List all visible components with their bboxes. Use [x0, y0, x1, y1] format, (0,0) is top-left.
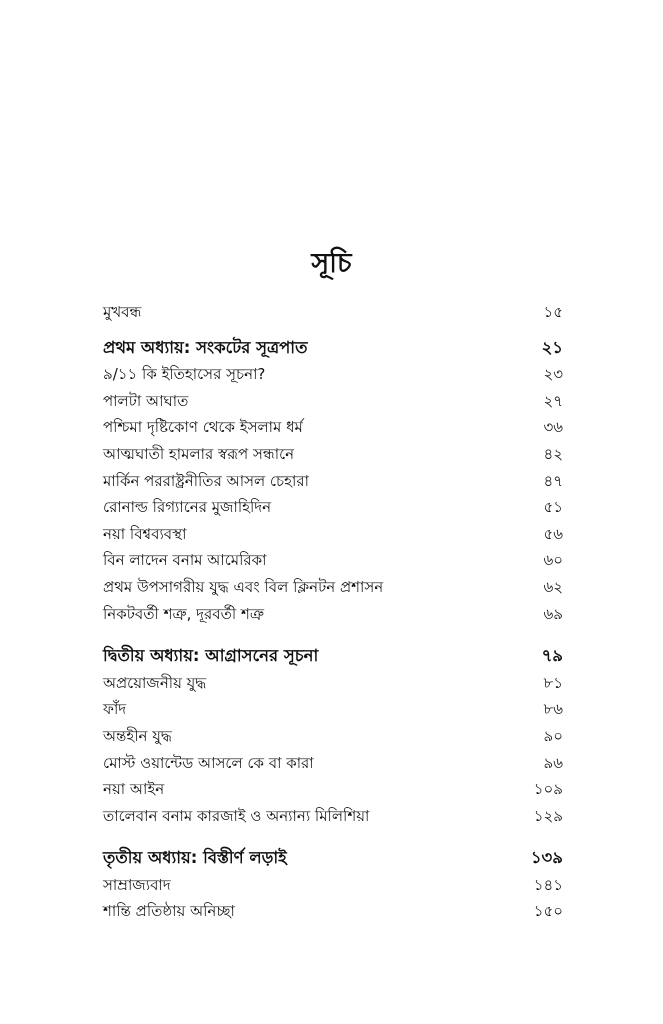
- entry-label: পালটা আঘাত: [103, 391, 189, 410]
- entry-page-number: ৯০: [543, 726, 563, 745]
- entry-label: বিন লাদেন বনাম আমেরিকা: [103, 551, 267, 570]
- toc-entry[interactable]: [103, 750, 563, 777]
- table-of-contents: [103, 299, 563, 925]
- toc-entry[interactable]: [103, 696, 563, 723]
- toc-entry[interactable]: [103, 388, 563, 415]
- toc-entry[interactable]: [103, 776, 563, 803]
- toc-entry[interactable]: [103, 547, 563, 574]
- entry-page-number: ১৪১: [533, 875, 563, 894]
- entry-page-number: ১২৯: [533, 806, 563, 825]
- entry-label: মুখবন্ধ: [103, 303, 142, 321]
- toc-entry[interactable]: [103, 601, 563, 628]
- entry-page-number: ৬৯: [543, 604, 563, 623]
- entry-page-number: ২৩: [543, 365, 563, 384]
- entry-page-number: ৮৬: [543, 700, 563, 719]
- entry-page-number: ৪৭: [543, 471, 563, 490]
- entry-page-number: ৫১: [543, 498, 563, 517]
- toc-entry[interactable]: [103, 670, 563, 697]
- entry-label: পশ্চিমা দৃষ্টিকোণ থেকে ইসলাম ধর্ম: [103, 418, 303, 437]
- chapter-page-number: ১৩৯: [530, 848, 563, 868]
- toc-entry[interactable]: [103, 414, 563, 441]
- entry-label: আত্মঘাতী হামলার স্বরূপ সন্ধানে: [103, 444, 295, 463]
- entry-label: সাম্রাজ্যবাদ: [103, 875, 171, 894]
- chapter-page-number: ৭৯: [541, 646, 563, 666]
- entry-page-number: ৬০: [543, 551, 563, 570]
- chapter-heading[interactable]: [103, 643, 563, 670]
- toc-title: সূচি: [311, 248, 352, 279]
- entry-label: রোনাল্ড রিগ্যানের মুজাহিদিন: [103, 498, 272, 517]
- toc-entry[interactable]: [103, 441, 563, 468]
- chapter-page-number: ২১: [541, 337, 563, 357]
- entry-page-number: ১৫: [543, 303, 563, 321]
- toc-entry[interactable]: [103, 723, 563, 750]
- toc-entry[interactable]: [103, 574, 563, 601]
- entry-label: শান্তি প্রতিষ্ঠায় অনিচ্ছা: [103, 902, 235, 921]
- toc-entry-preface[interactable]: [103, 299, 563, 326]
- toc-entry[interactable]: [103, 494, 563, 521]
- entry-page-number: ৯৬: [543, 753, 563, 772]
- entry-label: মার্কিন পররাষ্ট্রনীতির আসল চেহারা: [103, 471, 309, 490]
- toc-entry[interactable]: [103, 521, 563, 548]
- entry-label: অপ্রয়োজনীয় যুদ্ধ: [103, 673, 207, 692]
- entry-label: নয়া আইন: [103, 780, 165, 799]
- chapter-label: দ্বিতীয় অধ্যায়: আগ্রাসনের সূচনা: [103, 646, 319, 666]
- entry-label: ফাঁদ: [103, 700, 127, 719]
- entry-page-number: ১০৯: [533, 780, 563, 799]
- entry-label: অন্তহীন যুদ্ধ: [103, 726, 172, 745]
- entry-page-number: ৪২: [543, 444, 563, 463]
- toc-entry[interactable]: [103, 468, 563, 495]
- chapter-label: প্রথম অধ্যায়: সংকটের সূত্রপাত: [103, 337, 308, 357]
- entry-label: নিকটবর্তী শত্রু, দূরবর্তী শত্রু: [103, 604, 264, 623]
- entry-page-number: ৮১: [543, 673, 563, 692]
- entry-label: তালেবান বনাম কারজাই ও অন্যান্য মিলিশিয়া: [103, 806, 370, 825]
- entry-label: নয়া বিশ্বব্যবস্থা: [103, 524, 187, 543]
- entry-page-number: ২৭: [543, 391, 563, 410]
- entry-page-number: ৫৬: [543, 524, 563, 543]
- entry-label: ৯/১১ কি ইতিহাসের সূচনা?: [103, 365, 266, 384]
- entry-label: প্রথম উপসাগরীয় যুদ্ধ এবং বিল ক্লিনটন প্রশাসন: [103, 577, 384, 596]
- toc-entry[interactable]: [103, 803, 563, 830]
- chapter-heading[interactable]: [103, 845, 563, 872]
- chapter-heading[interactable]: [103, 335, 563, 362]
- entry-page-number: ১৫০: [533, 902, 563, 921]
- entry-page-number: ৬২: [543, 577, 563, 596]
- entry-page-number: ৩৬: [543, 418, 563, 437]
- toc-entry[interactable]: [103, 898, 563, 925]
- chapter-label: তৃতীয় অধ্যায়: বিস্তীর্ণ লড়াই: [103, 848, 287, 868]
- entry-label: মোস্ট ওয়ান্টেড আসলে কে বা কারা: [103, 753, 314, 772]
- toc-entry[interactable]: [103, 361, 563, 388]
- toc-entry[interactable]: [103, 872, 563, 899]
